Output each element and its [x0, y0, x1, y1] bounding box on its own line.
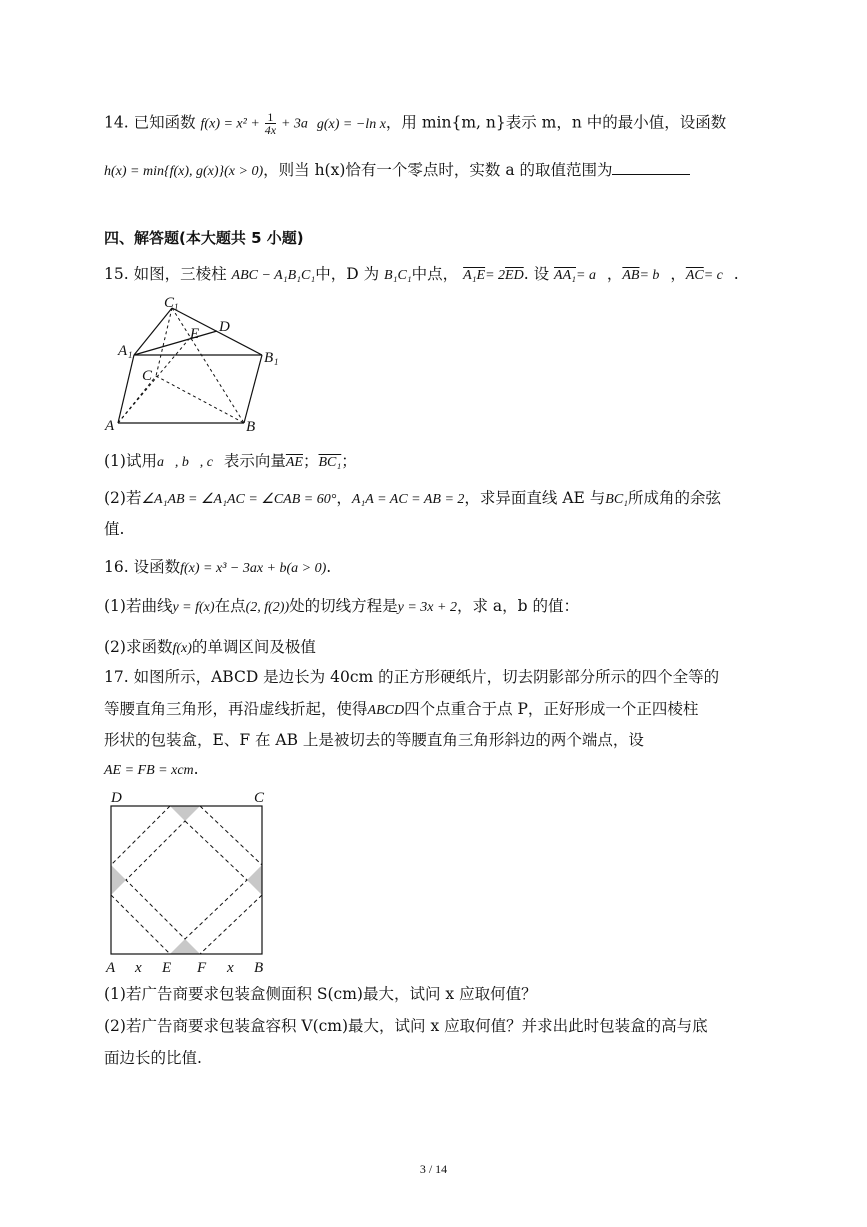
q15-sep2: ， — [670, 265, 686, 283]
q16-p2-a: (2)求函数 — [104, 638, 173, 656]
label-c: C — [254, 790, 265, 806]
q15-p1-a: (1)试用 — [104, 452, 157, 470]
q15-p1-vecs: a⃗, b⃗, c⃗ — [156, 455, 224, 470]
shaded-triangle-left — [111, 865, 126, 895]
label-b1: B — [264, 350, 274, 366]
q16-f-expr: f(x) = x³ − 3ax + b(a > 0) — [180, 561, 327, 576]
q16-part1 — [104, 596, 579, 618]
q17-line1 — [104, 667, 719, 687]
label-a: A — [106, 960, 116, 976]
q14-number: 14. — [104, 113, 129, 132]
q15-vec-b: = b⃗ — [639, 268, 671, 283]
inner-diamond — [126, 821, 247, 939]
q15-text3: 中点， — [411, 265, 459, 283]
label-x-right: x — [227, 960, 234, 976]
fold-br-outer — [200, 895, 262, 954]
label-d: D — [111, 790, 122, 806]
outer-square — [111, 806, 262, 954]
q16-p2-b: 的单调区间及极值 — [191, 638, 316, 656]
q14-g-expr: g(x) = −ln x — [316, 116, 386, 132]
q17-line3: 形状的包装盒，E、F 在 AB 上是被切去的等腰直角三角形斜边的两个端点，设 — [104, 731, 644, 749]
q14-frac-den: 4x — [264, 123, 277, 137]
q15-part2-cont: 值. — [104, 520, 125, 538]
label-a: A — [105, 418, 115, 434]
q15-p2-b: ，求异面直线 AE 与 — [464, 489, 606, 507]
q16-p1-c: 处的切线方程是 — [289, 597, 398, 615]
q15-vec-aa1: AA₁ — [554, 268, 576, 283]
q17-number: 17. — [104, 668, 129, 686]
section4-title: 四、解答题(本大题共 5 小题) — [104, 229, 304, 247]
q16-line1 — [104, 557, 331, 579]
q17-line2b: 四个点重合于点 P，正好形成一个正四棱柱 — [404, 700, 699, 718]
label-c: C — [142, 368, 153, 384]
q15-prism: ABC − A₁B₁C₁ — [231, 268, 316, 283]
q15-p2-edge: BC₁ — [605, 492, 629, 507]
shaded-triangle-bottom — [170, 939, 200, 954]
q15-vec-a1e: A₁E — [463, 268, 486, 283]
q15-p2-a: (2)若 — [104, 489, 142, 507]
q17-part2-cont: 面边长的比值. — [104, 1049, 202, 1067]
q17-line2a: 等腰直角三角形，再沿虚线折起，使得 — [104, 700, 368, 718]
q15-part2 — [104, 488, 721, 510]
q15-p1-v1: $\overline{AE}$ — [285, 455, 303, 470]
q16-p1-d: ，求 a，b 的值： — [456, 597, 579, 615]
label-b: B — [246, 419, 256, 435]
q15-vec-ac: $\overline{AC}$ — [685, 268, 704, 283]
q15-p2-angles: ∠A₁AB = ∠A₁AC = ∠CAB = 60° — [141, 492, 337, 507]
q15-p1-b: 表示向量 — [223, 452, 286, 470]
q15-vec-eq: = 2 — [485, 268, 506, 283]
page-number: 3 / 14 — [419, 1162, 448, 1176]
q15-number: 15. — [104, 265, 129, 283]
fold-bl-outer — [111, 895, 170, 954]
q17-part2: (2)若广告商要求包装盒容积 V(cm)最大，试问 x 应取何值？并求出此时包装盒的高与底 — [104, 1017, 708, 1035]
label-a1: A — [118, 343, 128, 359]
q16-text1: 设函数 — [133, 558, 181, 576]
q15-p2-c: 所成角的余弦 — [628, 489, 722, 507]
q15-prism-figure — [104, 295, 294, 440]
edge-b1-b — [244, 355, 262, 423]
q14-intro: 已知函数 — [133, 113, 196, 132]
edge-c-b — [156, 376, 244, 423]
q17-part1: (1)若广告商要求包装盒侧面积 S(cm)最大，试问 x 应取何值？ — [104, 985, 537, 1003]
q15-p1-sep: ； — [302, 452, 319, 470]
q15-line1 — [104, 264, 739, 286]
q15-sep1: ， — [606, 265, 623, 283]
q14-h-expr: h(x) = min{f(x), g(x)}(x > 0) — [104, 164, 264, 179]
q14-line1 — [104, 111, 726, 136]
q15-part1 — [104, 451, 357, 473]
q14-text1: ，用 min{m, n}表示 m，n 中的最小值，设函数 — [385, 113, 727, 132]
q14-text2: ，则当 h(x)恰有一个零点时，实数 a 的取值范围为 — [263, 161, 613, 179]
q14-line2 — [104, 160, 690, 182]
q15-vec-a: = a⃗ — [576, 268, 607, 283]
q17-square-figure — [104, 788, 274, 978]
fold-tr-outer — [200, 806, 262, 865]
q16-number: 16. — [104, 558, 129, 576]
q16-end: . — [326, 558, 332, 576]
q17-line4-end: . — [193, 760, 199, 778]
q17-ae-fb: AE = FB = xcm — [104, 763, 194, 778]
shaded-triangle-right — [247, 865, 262, 895]
label-b: B — [254, 960, 264, 976]
q17-line2-abcd: ABCD — [367, 703, 405, 718]
fold-tl-outer — [111, 806, 170, 865]
q16-p1-point: (2, f(2)) — [245, 600, 290, 615]
label-a1-sub: 1 — [128, 350, 133, 360]
q14-f-left: f(x) = x² + — [200, 116, 260, 132]
q14-answer-blank — [612, 160, 690, 175]
q16-p1-line: y = 3x + 2 — [397, 600, 457, 615]
shaded-triangle-top — [170, 806, 200, 821]
q17-line2 — [104, 699, 698, 721]
q15-text1: 如图，三棱柱 — [133, 265, 227, 283]
q15-p1-v2: BC₁ — [318, 455, 342, 470]
label-c1-sub: 1 — [174, 302, 179, 312]
q16-p1-curve: y = f(x) — [172, 600, 215, 615]
label-b1-sub: 1 — [274, 357, 279, 367]
label-c1: C — [164, 295, 175, 311]
q15-text2: 中，D 为 — [315, 265, 380, 283]
q16-p2-f: f(x) — [172, 641, 192, 656]
q16-p1-b: 在点 — [214, 597, 246, 615]
q15-vec-ab: $\overline{AB}$ — [622, 268, 640, 283]
q15-vec-ed: $\overline{ED}$ — [505, 268, 524, 283]
edge-a1-d — [134, 331, 217, 355]
q14-frac-num: 1 — [267, 110, 274, 124]
q15-p1-end: ； — [341, 452, 357, 470]
label-e: E — [190, 326, 200, 342]
q15-vec-c: = c⃗ — [703, 268, 734, 283]
q17-line4 — [104, 759, 199, 781]
q15-edge: B₁C₁ — [384, 268, 412, 283]
label-f: F — [197, 960, 207, 976]
q17-line1-text: 如图所示，ABCD 是边长为 40cm 的正方形硬纸片，切去阴影部分所示的四个全等的 — [133, 668, 720, 686]
q15-text4: . 设 — [523, 265, 550, 283]
q16-part2 — [104, 637, 316, 659]
q15-p2-sep: ， — [336, 489, 352, 507]
q14-fraction — [265, 111, 276, 136]
label-x-left: x — [135, 960, 142, 976]
edge-c1-b — [172, 308, 244, 423]
q15-p2-eq: A₁A = AC = AB = 2 — [351, 492, 465, 507]
q15-end: . — [733, 265, 739, 283]
q14-f-right: + 3a — [280, 116, 308, 132]
label-e: E — [162, 960, 172, 976]
q16-p1-a: (1)若曲线 — [104, 597, 173, 615]
label-d: D — [219, 319, 230, 335]
